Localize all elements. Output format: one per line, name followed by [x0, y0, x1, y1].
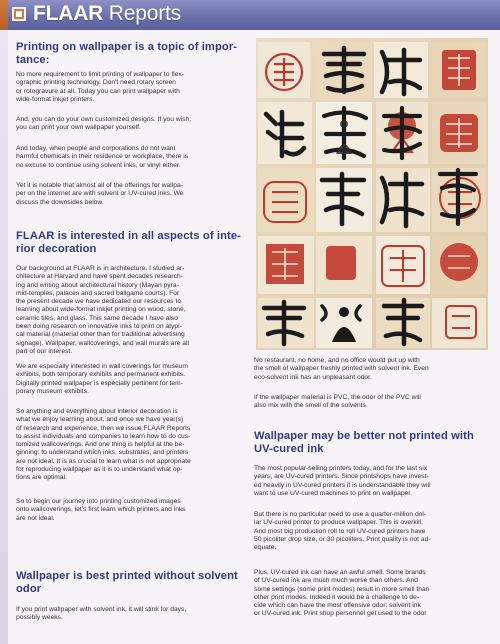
logo-text-regular: Reports [103, 2, 181, 25]
wallpaper-photo [256, 38, 488, 350]
heading-not-uv-cured: Wallpaper may be better not printed with UV-cured ink [254, 430, 474, 455]
logo-text-bold: FLAAR [33, 2, 104, 25]
paragraph-background-architecture: Our background at FLAAR is in architecture. I studied ar- chitecture at Harvard and have spent decades research- ing and writing about architectural history (Mayan pyra- mid-temples, palaces and sacred ballgame courts). For the present decade we have dedicated our resources to learning about wide-format inkjet printing on wood, stone, ceramic tiles, and glass. This same decade I have also been doing research on innovative inks to print on atypi- cal material (material other than for traditional advertising signage). Wallpaper, wallcoverings, and wall murals are all part of our interest. [16, 265, 189, 355]
paragraph-museum-exhibits: We are especially interested in wall coverings for museum exhibits, both temporary exhibits and permanent exhibits. Digitally printed wallpaper is especially pertinent for tem- porary museum exhibits. [16, 363, 188, 395]
logo-text [33, 2, 181, 26]
paragraph-solvent-ink-stink: If you print wallpaper with solvent ink, it will stink for days, possibly weeks. [16, 606, 187, 622]
paragraph-no-restaurant: No restaurant, no home, and no office would put up with the smell of wallpaper freshly printed with solvent ink. Even eco-solvent ink has an unpleasant odor. [254, 357, 429, 381]
paragraph-harmful-chemicals: And today, when people and corporations do not want harmful chemicals in their residence or workplace, there is no excuse to continue using solvent inks, or vinyl either. [16, 145, 189, 169]
flaar-reports-logo [10, 2, 181, 26]
paragraph-no-more-requirement: No more requirement to limit printing of wallpaper to flex- ographic printing technology. Don't need rotary screen or rotogravure at all. Today you can print wallpaper with wide-format inkjet printers. [16, 71, 185, 103]
paragraph-anything-and-everything: So anything and everything about interior decoration is what we enjoy learning about, and once we have year(s) of research and experience, then we issue FLAAR Reports to assist individuals and companies to learn how to do cus- tomized wallcoverings. And one thing is helpful at the be- ginning: to understand which inks, substrates, and printers are not ideal. It is as crucial to learn what is not appropriate for reproducing wallpaper as it is to understand what op- tions are optimal. [16, 408, 191, 482]
heading-interior-decoration: FLAAR is interested in all aspects of inte- rior decoration [16, 230, 241, 255]
paragraph-popular-selling-printers: The most popular-selling printers today, and for the last six years, are UV-cured printers. Since printshops have invest- ed heavily in UV-cured printers it is understandable they will want to use UV-cured machines to print on wallpaper. [254, 465, 431, 497]
paragraph-quarter-million: But there is no particular need to use a quarter-million dol- lar UV-cured printer to produce wallpaper. This is overkill. And most big production roll to roll UV-cured printers have 50 picoliter drop size, or 30 picoliters. Print quality is not ad- equate. [254, 511, 431, 552]
paragraph-begin-our-journey: So to begin our journey into printing customized images onto wallcoverings, let's first learn which printers and inks are not ideal. [16, 498, 186, 522]
paragraph-offerings-for-wallpaper: Yet it is notable that almost all of the offerings for wallpa- per on the internet are with solvent or UV-cured inks. We discuss the downsides below. [16, 182, 184, 206]
chinese-calligraphy-wallpaper-image [256, 38, 488, 350]
left-margin-strip [0, 30, 8, 644]
paragraph-customized-designs: And, you can do your own customized designs. If you wish, you can print your own wallpaper yourself. [16, 116, 192, 132]
heading-printing-on-wallpaper: Printing on wallpaper is a topic of impor- tance: [16, 41, 238, 66]
header-bar [0, 0, 500, 30]
header-accent-stripe [0, 0, 8, 30]
paragraph-uv-ink-smell: Plus, UV-cured ink can have an awful smell. Some brands of UV-cured ink are much much worse than others. And some settings (some print modes) result in more smell than other print modes. Indeed it would be a challenge to de- cide which can have the most offensive odor: solvent ink or UV-cured ink. Print shop personnel get used to the odor [254, 569, 430, 618]
heading-without-solvent-odor: Wallpaper is best printed without solvent odor [16, 570, 238, 595]
flaar-logo-icon [10, 4, 30, 24]
paragraph-pvc-odor: If the wallpaper material is PVC, the odor of the PVC will also mix with the smell of the solvents. [254, 394, 421, 410]
